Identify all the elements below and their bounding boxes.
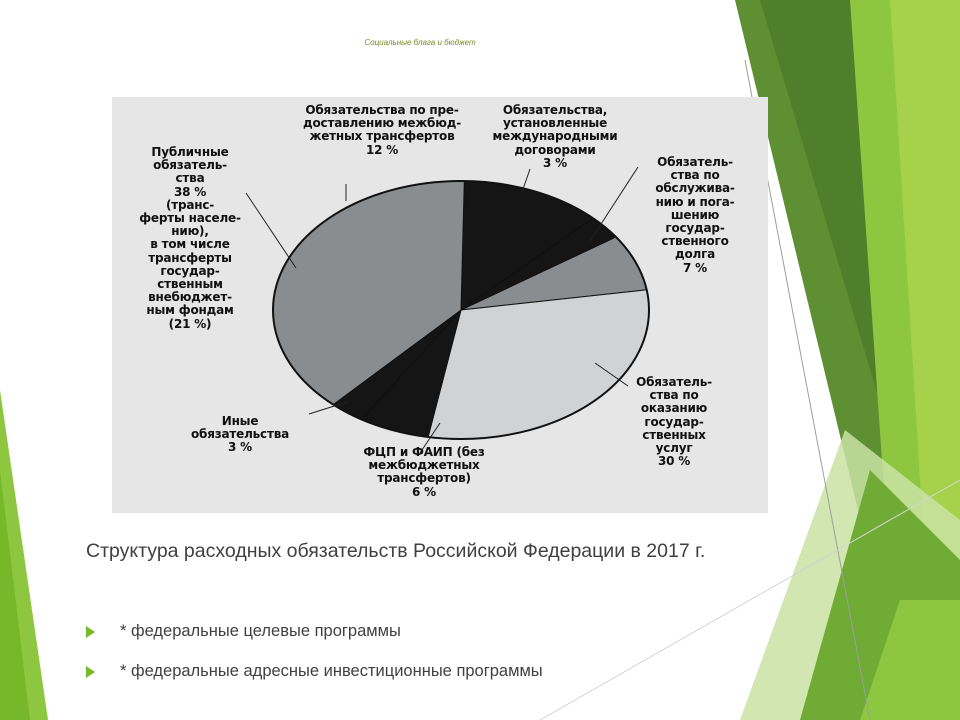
slice-label-line: обслужива-	[655, 181, 735, 196]
slice-label-line: государ-	[665, 221, 725, 236]
slice-label-line: государ-	[160, 263, 220, 278]
slice-label-line: межбюджетных	[368, 458, 480, 473]
slice-label-line: 38 %	[173, 184, 207, 199]
slice-label-line: международными	[492, 129, 618, 144]
slice-label-line: ства	[175, 171, 205, 186]
slice-label	[635, 156, 755, 275]
slice-label	[470, 104, 640, 170]
bullet-arrow-icon	[86, 666, 95, 678]
slice-label	[324, 446, 524, 499]
slice-label-line: в том числе	[150, 237, 230, 252]
bullet-arrow-icon	[86, 626, 95, 638]
slice-label	[120, 146, 260, 331]
slice-label-line: обязатель-	[153, 158, 227, 173]
slice-label-line: ственного	[661, 234, 729, 249]
slice-label-line: ства по	[649, 388, 699, 403]
slice-label	[614, 376, 734, 468]
slice-label-line: шению	[670, 207, 720, 222]
slice-label-line: 3 %	[543, 155, 567, 170]
slice-label-line: нию и пога-	[655, 194, 735, 209]
slice-label-line: Публичные	[151, 145, 229, 159]
slice-label-line: трансфертов)	[377, 471, 471, 486]
bullet-text: * федеральные целевые программы	[120, 622, 401, 640]
slice-label-line: жетных трансфертов	[309, 129, 455, 144]
slice-label-line: Иные	[221, 414, 259, 428]
slice-label-line: (транс-	[165, 197, 215, 212]
slice-label-line: услуг	[655, 441, 693, 456]
slice-label	[170, 415, 310, 455]
slice-label-line: обязательства	[190, 427, 290, 442]
slice-label-line: ным фондам	[146, 303, 234, 318]
slice-label-line: государ-	[644, 414, 704, 429]
slice-label-line: ства по	[670, 168, 720, 183]
slice-label-line: Обязатель-	[636, 375, 712, 389]
bullet-text: * федеральные адресные инвестиционные программы	[120, 662, 543, 680]
slide-title: Социальные блага и бюджет	[364, 38, 476, 47]
slice-label-line: (21 %)	[168, 316, 212, 331]
slice-label-line: 7 %	[683, 260, 707, 275]
slice-label-line: трансферты	[148, 250, 232, 265]
slice-label-line: 3 %	[228, 440, 252, 455]
slice-label-line: 12 %	[365, 142, 399, 157]
slice-label-line: внебюджет-	[148, 290, 232, 305]
slice-label-line: Обязательства,	[502, 103, 608, 117]
slice-label-line: 30 %	[657, 454, 691, 469]
slice-label-line: ственных	[642, 427, 706, 442]
leader-line	[590, 167, 638, 241]
slice-label-line: нию),	[171, 224, 209, 239]
slice-label-line: долга	[674, 247, 716, 262]
slice-label-line: доставлению межбюд-	[303, 116, 461, 131]
pie-chart-panel	[112, 97, 768, 513]
slice-label-line: ферты населе-	[139, 211, 241, 226]
slice-label-line: ственным	[157, 277, 223, 292]
slice-label-line: 6 %	[412, 484, 436, 499]
slice-label-line: Обязательства по пре-	[305, 103, 459, 117]
slice-label-line: установленные	[502, 116, 608, 131]
chart-caption: Структура расходных обязательств Российской Федерации в 2017 г.	[86, 540, 706, 562]
slice-label-line: Обязатель-	[657, 155, 733, 169]
slice-label-line: оказанию	[640, 401, 708, 416]
slice-label-line: договорами	[514, 142, 596, 157]
slice-label-line: ФЦП и ФАИП (без	[363, 445, 485, 459]
